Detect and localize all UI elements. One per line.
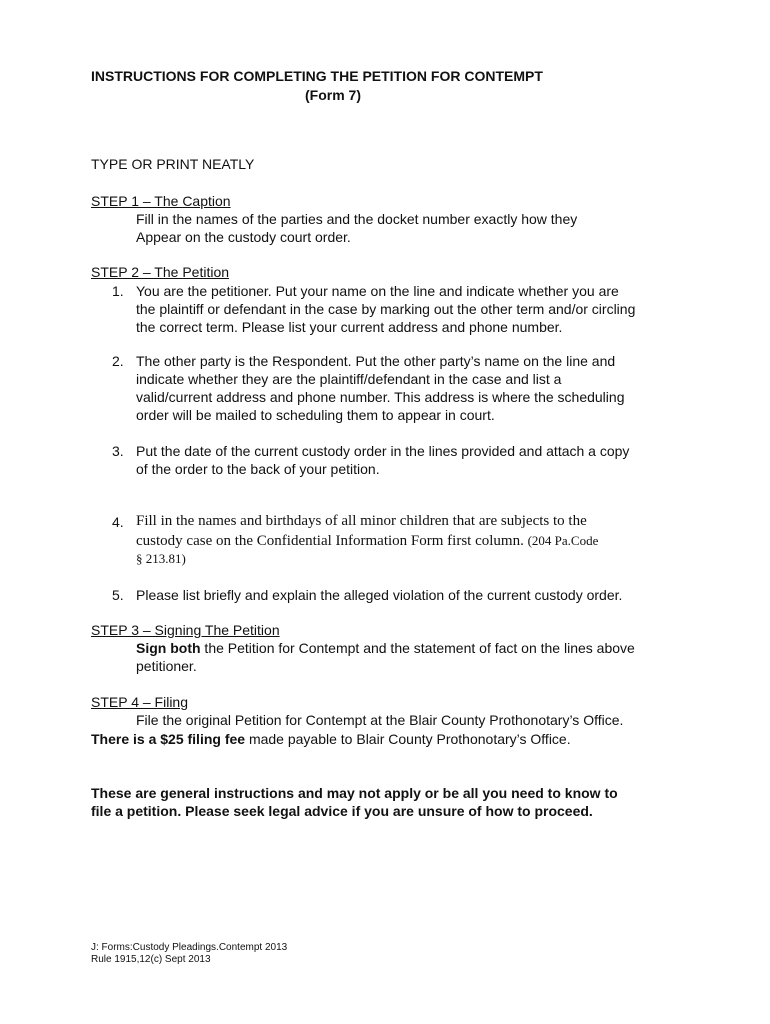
item2-line3: valid/current address and phone number. This address is where the scheduling [136,389,625,405]
item4-line1: Fill in the names and birthdays of all minor children that are subjects to the [136,513,587,529]
item5-line1: Please list briefly and explain the alleged violation of the current custody order. [136,587,623,603]
item4-line2-text: custody case on the Confidential Information Form first column. [136,533,524,549]
step4-line2 [91,730,711,748]
item4-citation-section: § 213.81) [136,551,186,566]
step4-line2-rest: made payable to Blair County Prothonotary’s Office. [245,731,571,747]
step1-heading: STEP 1 – The Caption [91,193,231,209]
step4-line1: File the original Petition for Contempt at the Blair County Prothonotary’s Office. [136,712,624,728]
step2-heading: STEP 2 – The Petition [91,264,230,280]
disclaimer-line1: These are general instructions and may not apply or be all you need to know to [91,785,618,801]
disclaimer-line2: file a petition. Please seek legal advice if you are unsure of how to proceed. [91,803,593,819]
type-note: TYPE OR PRINT NEATLY [91,156,255,172]
step3-line2: petitioner. [136,658,197,674]
step1-line2: Appear on the custody court order. [136,229,351,245]
item4-citation: (204 Pa.Code [527,533,599,548]
item5-number: 5. [112,587,124,603]
item2-line2: indicate whether they are the plaintiff/defendant in the case and list a [136,371,562,387]
step3-heading: STEP 3 – Signing The Petition [91,622,280,638]
item2-line1: The other party is the Respondent. Put the other party’s name on the line and [136,353,616,369]
item2-line4: order will be mailed to scheduling them to appear in court. [136,407,495,423]
document-title: INSTRUCTIONS FOR COMPLETING THE PETITION FOR CONTEMPT [91,68,543,84]
item4-line2 [136,531,736,551]
item3-line1: Put the date of the current custody order in the lines provided and attach a copy [136,443,630,459]
item1-line2: the plaintiff or defendant in the case by marking out the other term and/or circling [136,301,636,317]
item2-number: 2. [112,353,124,369]
item4-number: 4. [112,514,124,530]
step3-line1-rest: the Petition for Contempt and the statement of fact on the lines above [200,640,635,656]
step3-bold-lead: Sign both [136,640,201,656]
item1-line1: You are the petitioner. Put your name on the line and indicate whether you are [136,283,619,299]
item3-number: 3. [112,443,124,459]
step4-heading: STEP 4 – Filing [91,694,189,710]
item3-line2: of the order to the back of your petition. [136,461,380,477]
filing-fee-notice: There is a $25 filing fee [91,731,246,747]
footer-file-path: J: Forms:Custody Pleadings.Contempt 2013 [91,942,288,953]
form-number: (Form 7) [305,87,361,103]
item1-number: 1. [112,283,124,299]
step1-line1: Fill in the names of the parties and the docket number exactly how they [136,211,578,227]
step3-line1 [136,639,736,657]
item1-line3: the correct term. Please list your current address and phone number. [136,319,563,335]
footer-rule-date: Rule 1915,12(c) Sept 2013 [91,954,211,965]
